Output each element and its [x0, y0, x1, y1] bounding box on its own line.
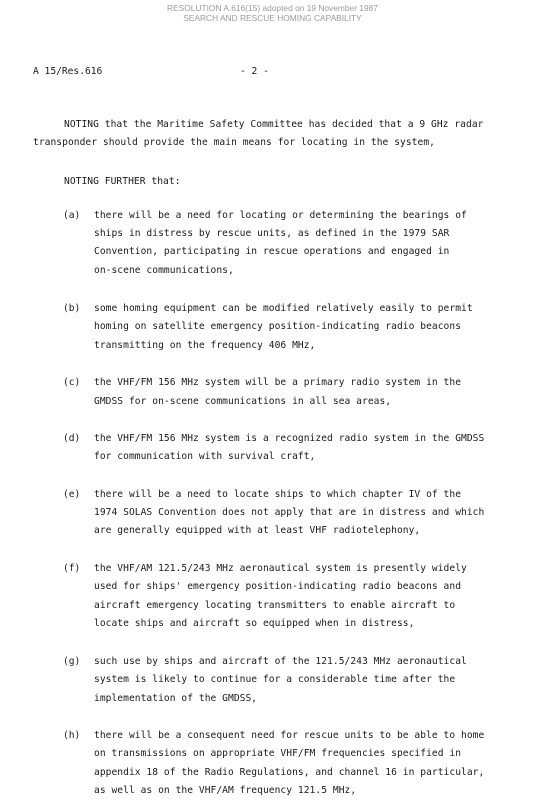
- item-marker-d: (d): [63, 433, 81, 444]
- item-h-line-4: as well as on the VHF/AM frequency 121.5 MHz,: [94, 785, 357, 796]
- item-h-line-1: there will be a consequent need for rescue units to be able to home: [94, 730, 485, 741]
- document-header-subtitle: SEARCH AND RESCUE HOMING CAPABILITY: [183, 13, 362, 23]
- item-e-line-1: there will be a need to locate ships to which chapter IV of the: [94, 489, 462, 500]
- item-marker-a: (a): [63, 210, 81, 221]
- item-marker-g: (g): [63, 656, 81, 667]
- item-d-line-2: for communication with survival craft,: [94, 451, 316, 462]
- item-f-line-3: aircraft emergency locating transmitters to enable aircraft to: [94, 600, 456, 611]
- item-h-line-3: appendix 18 of the Radio Regulations, and channel 16 in particular,: [94, 767, 485, 778]
- item-g-line-3: implementation of the GMDSS,: [94, 693, 258, 704]
- item-a-line-1: there will be a need for locating or determining the bearings of: [94, 210, 467, 221]
- item-marker-e: (e): [63, 489, 81, 500]
- item-e-line-2: 1974 SOLAS Convention does not apply that are in distress and which: [94, 507, 485, 518]
- item-a-line-4: on-scene communications,: [94, 265, 234, 276]
- item-g-line-2: system is likely to continue for a considerable time after the: [94, 674, 456, 685]
- item-f-line-4: locate ships and aircraft so equipped when in distress,: [94, 618, 415, 629]
- noting-further-heading: NOTING FURTHER that:: [64, 176, 181, 187]
- document-reference: A 15/Res.616: [33, 66, 103, 77]
- page-number: - 2 -: [240, 66, 269, 77]
- item-h-line-2: on transmissions on appropriate VHF/FM frequencies specified in: [94, 748, 462, 759]
- item-a-line-2: ships in distress by rescue units, as defined in the 1979 SAR: [94, 228, 450, 239]
- item-a-line-3: Convention, participating in rescue operations and engaged in: [94, 246, 450, 257]
- item-f-line-2: used for ships' emergency position-indicating radio beacons and: [94, 581, 462, 592]
- item-marker-h: (h): [63, 730, 81, 741]
- item-b-line-1: some homing equipment can be modified relatively easily to permit: [94, 303, 473, 314]
- item-marker-b: (b): [63, 303, 81, 314]
- item-b-line-2: homing on satellite emergency position-indicating radio beacons: [94, 321, 462, 332]
- noting-paragraph-line-2: transponder should provide the main means for locating in the system,: [33, 137, 435, 148]
- item-d-line-1: the VHF/FM 156 MHz system is a recognized radio system in the GMDSS: [94, 433, 485, 444]
- document-header-title: RESOLUTION A.616(15) adopted on 19 November 1987: [167, 3, 378, 13]
- noting-paragraph-line-1: NOTING that the Maritime Safety Committee has decided that a 9 GHz radar: [64, 119, 484, 130]
- item-c-line-2: GMDSS for on-scene communications in all sea areas,: [94, 396, 392, 407]
- item-g-line-1: such use by ships and aircraft of the 121.5/243 MHz aeronautical: [94, 656, 467, 667]
- item-e-line-3: are generally equipped with at least VHF radiotelephony,: [94, 525, 421, 536]
- item-marker-f: (f): [63, 563, 81, 574]
- item-c-line-1: the VHF/FM 156 MHz system will be a primary radio system in the: [94, 377, 462, 388]
- item-b-line-3: transmitting on the frequency 406 MHz,: [94, 340, 316, 351]
- item-marker-c: (c): [63, 377, 81, 388]
- item-f-line-1: the VHF/AM 121.5/243 MHz aeronautical system is presently widely: [94, 563, 467, 574]
